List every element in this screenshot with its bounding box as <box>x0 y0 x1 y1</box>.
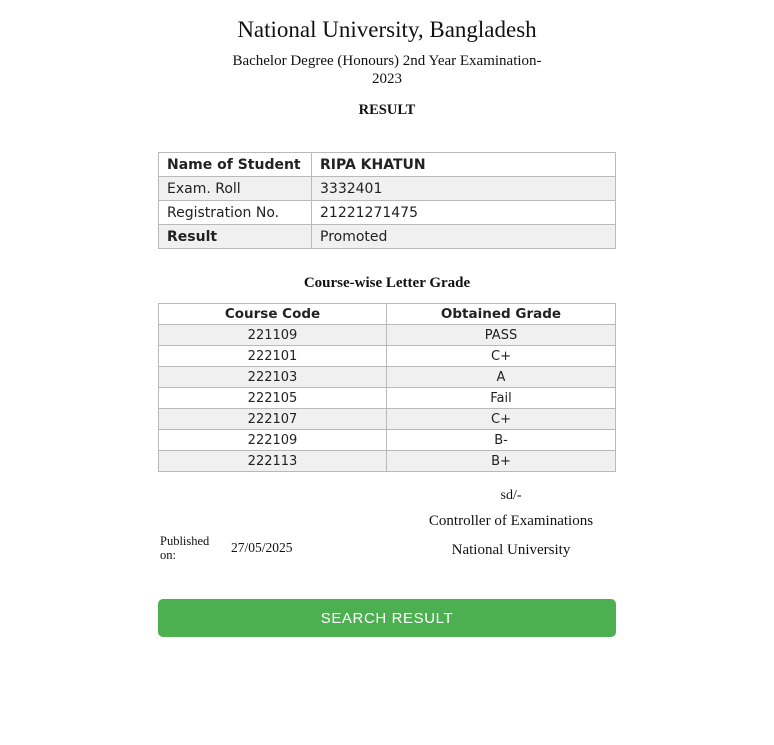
result-heading: RESULT <box>358 102 416 118</box>
student-info-row <box>159 153 616 177</box>
course-code-cell: 222107 <box>159 409 387 430</box>
grade-cell: B- <box>387 430 616 451</box>
course-code-cell: 221109 <box>159 325 387 346</box>
course-row <box>159 367 616 388</box>
grade-cell: C+ <box>387 409 616 430</box>
grade-cell: A <box>387 367 616 388</box>
search-result-button[interactable]: SEARCH RESULT <box>158 599 616 637</box>
course-code-cell: 222109 <box>159 430 387 451</box>
published-on-label: Published on: <box>160 534 210 562</box>
signature-sd: sd/- <box>500 488 522 503</box>
info-label-cell: Name of Student <box>159 153 312 177</box>
info-value-cell: 21221271475 <box>312 201 616 225</box>
course-code-cell: 222103 <box>159 367 387 388</box>
signature-block <box>406 488 616 558</box>
obtained-grade-header: Obtained Grade <box>387 304 616 325</box>
info-value-cell: Promoted <box>312 225 616 249</box>
grade-cell: B+ <box>387 451 616 472</box>
info-label-cell: Exam. Roll <box>159 177 312 201</box>
course-table-header-row <box>159 304 616 325</box>
info-value-cell: RIPA KHATUN <box>312 153 616 177</box>
exam-subtitle <box>0 52 774 88</box>
exam-subtitle-line2: 2023 <box>372 71 402 87</box>
signature-controller: Controller of Examinations <box>428 513 594 529</box>
student-info-row <box>159 201 616 225</box>
student-info-table <box>158 152 616 249</box>
student-info-row <box>159 225 616 249</box>
course-code-cell: 222105 <box>159 388 387 409</box>
course-row <box>159 409 616 430</box>
signature-university: National University <box>451 542 571 558</box>
exam-subtitle-line1: Bachelor Degree (Honours) 2nd Year Examination- <box>232 53 542 69</box>
info-label-cell: Result <box>159 225 312 249</box>
course-row <box>159 451 616 472</box>
course-row <box>159 430 616 451</box>
course-code-cell: 222113 <box>159 451 387 472</box>
course-code-cell: 222101 <box>159 346 387 367</box>
course-row <box>159 325 616 346</box>
course-row <box>159 388 616 409</box>
info-value-cell: 3332401 <box>312 177 616 201</box>
student-info-row <box>159 177 616 201</box>
course-code-header: Course Code <box>159 304 387 325</box>
course-grade-table <box>158 303 616 472</box>
course-grade-heading: Course-wise Letter Grade <box>303 275 471 291</box>
published-block <box>160 534 293 562</box>
info-label-cell: Registration No. <box>159 201 312 225</box>
grade-cell: PASS <box>387 325 616 346</box>
page-header <box>0 16 774 118</box>
grade-cell: C+ <box>387 346 616 367</box>
course-row <box>159 346 616 367</box>
result-footer <box>158 488 616 564</box>
grade-cell: Fail <box>387 388 616 409</box>
published-date: 27/05/2025 <box>231 540 293 555</box>
university-title: National University, Bangladesh <box>237 17 537 42</box>
